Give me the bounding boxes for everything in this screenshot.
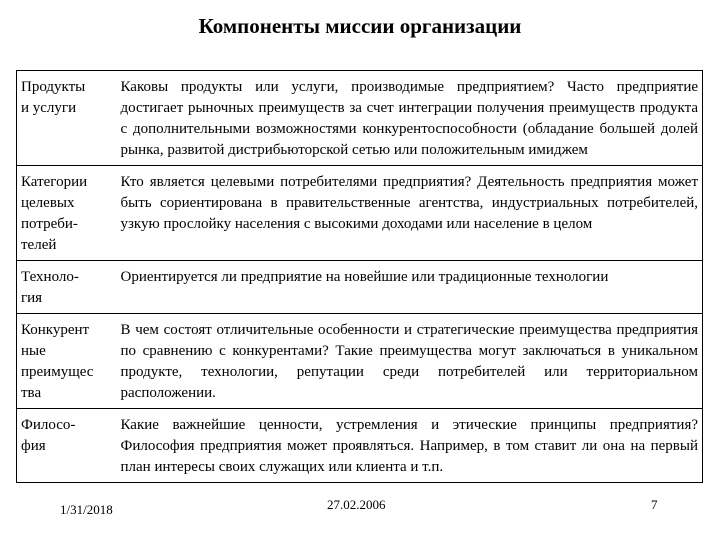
component-description: Ориентируется ли предприятие на новейшие или традиционные технологии	[117, 261, 703, 314]
component-description: В чем состоят отличительные особенности и стратегические преимущества предприятия по сравнению с конкурентами? Такие преимущества могут заключаться в уникальном продукте, технологии, репутации среди потребителей или территориальном расположении.	[117, 314, 703, 409]
page-number: 7	[651, 497, 658, 512]
table-row	[17, 166, 703, 261]
component-description: Какие важнейшие ценности, устремления и этические принципы предприятия? Философия предприятия может проявляться. Например, в том ставит ли она на первый план интересы своих служащих или клиента и т.п.	[117, 409, 703, 483]
page-title: Компоненты миссии организации	[198, 14, 522, 38]
component-name: Конкурент ные преимущес тва	[17, 314, 117, 409]
component-name: Продукты и услуги	[17, 71, 117, 166]
component-description: Кто является целевыми потребителями предприятия? Деятельность предприятия может быть сориентирована в правительственные агентства, индустриальных потребителей, узкую прослойку населения с высокими доходами или население в целом	[117, 166, 703, 261]
table-row	[17, 314, 703, 409]
table-row	[17, 71, 703, 166]
table-row	[17, 409, 703, 483]
mission-components-table	[16, 70, 703, 483]
component-description: Каковы продукты или услуги, производимые предприятием? Часто предприятие достигает рыночных преимуществ за счет интеграции получения преимуществ продукта с дополнительными возможностями конкурентоспособности (обладание большей долей рынка, развитой дистрибьюторской сетью или положительным имиджем	[117, 71, 703, 166]
footer-date: 1/31/2018	[60, 502, 113, 517]
component-name: Техноло- гия	[17, 261, 117, 314]
component-name: Категории целевых потреби- телей	[17, 166, 117, 261]
component-name: Филосо- фия	[17, 409, 117, 483]
footer-center-date: 27.02.2006	[327, 497, 386, 512]
table-row	[17, 261, 703, 314]
